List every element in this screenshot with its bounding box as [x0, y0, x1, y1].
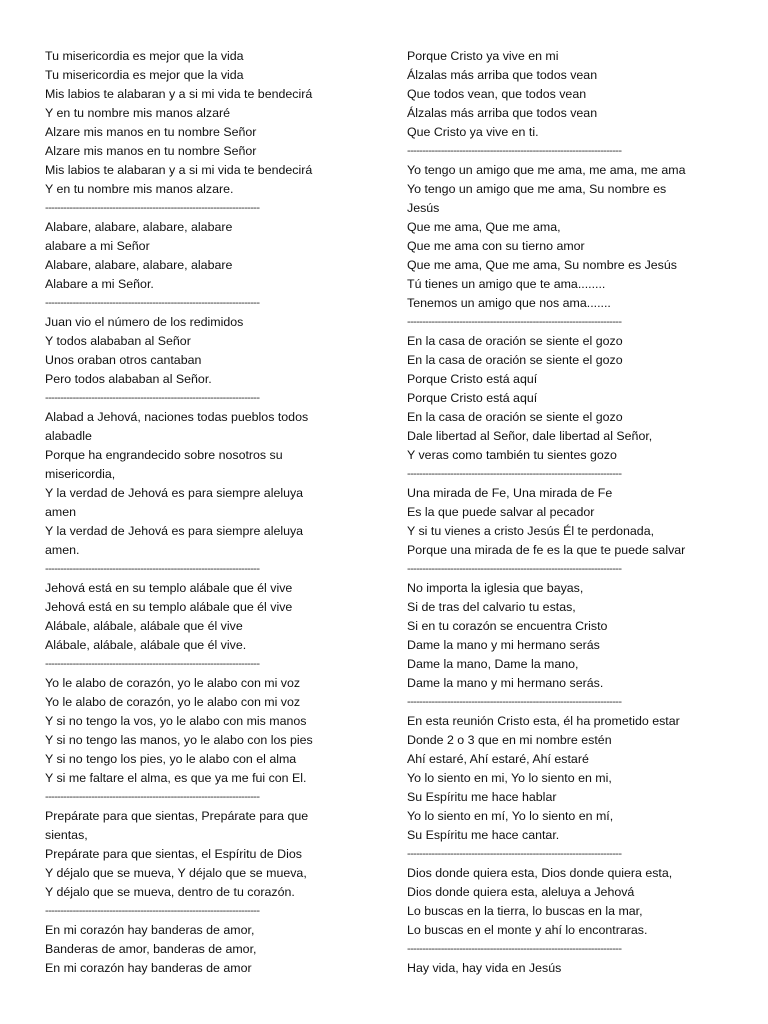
- lyric-line: Y si no tengo la vos, yo le alabo con mis manos: [45, 714, 307, 728]
- lyric-line: Una mirada de Fe, Una mirada de Fe: [407, 486, 613, 500]
- section-divider: ----------------------------------------------------------------------: [45, 658, 260, 670]
- lyric-line: Dame la mano, Dame la mano,: [407, 657, 579, 671]
- lyric-line: Yo le alabo de corazón, yo le alabo con mi voz: [45, 676, 301, 690]
- section-divider: ----------------------------------------------------------------------: [45, 392, 260, 404]
- section-divider: ----------------------------------------------------------------------: [407, 145, 622, 157]
- lyric-line: Jesús: [407, 201, 440, 215]
- lyric-line: alabadle: [45, 429, 92, 443]
- lyric-line: Dale libertad al Señor, dale libertad al Señor,: [407, 429, 653, 443]
- lyric-line: Que me ama, Que me ama,: [407, 220, 561, 234]
- lyric-line: Ahí estaré, Ahí estaré, Ahí estaré: [407, 752, 589, 766]
- lyric-line: Dios donde quiera esta, Dios donde quiera esta,: [407, 866, 673, 880]
- lyric-line: Que todos vean, que todos vean: [407, 87, 587, 101]
- section-divider: ----------------------------------------------------------------------: [407, 468, 622, 480]
- lyric-line: Y todos alababan al Señor: [45, 334, 191, 348]
- lyric-line: Alabare, alabare, alabare, alabare: [45, 220, 233, 234]
- lyric-line: Su Espíritu me hace hablar: [407, 790, 557, 804]
- left-column: [45, 47, 360, 978]
- lyric-line: Su Espíritu me hace cantar.: [407, 828, 560, 842]
- lyric-line: Alabare, alabare, alabare, alabare: [45, 258, 233, 272]
- lyric-line: amen: [45, 505, 76, 519]
- lyric-line: En mi corazón hay banderas de amor,: [45, 923, 255, 937]
- lyric-line: Y veras como también tu sientes gozo: [407, 448, 617, 462]
- lyric-line: En mi corazón hay banderas de amor: [45, 961, 252, 975]
- lyric-line: Que Cristo ya vive en ti.: [407, 125, 539, 139]
- section-divider: ----------------------------------------------------------------------: [407, 943, 622, 955]
- lyric-line: Pero todos alababan al Señor.: [45, 372, 212, 386]
- lyric-line: En esta reunión Cristo esta, él ha prometido estar: [407, 714, 680, 728]
- lyric-line: Mis labios te alabaran y a si mi vida te bendecirá: [45, 163, 313, 177]
- lyric-line: Que me ama, Que me ama, Su nombre es Jesús: [407, 258, 677, 272]
- section-divider: ----------------------------------------------------------------------: [45, 905, 260, 917]
- lyric-line: Banderas de amor, banderas de amor,: [45, 942, 257, 956]
- right-column: [407, 47, 719, 978]
- lyric-line: Dame la mano y mi hermano serás.: [407, 676, 604, 690]
- lyric-line: Y si tu vienes a cristo Jesús Él te perdonada,: [407, 524, 655, 538]
- lyric-line: Alzare mis manos en tu nombre Señor: [45, 144, 257, 158]
- lyric-line: Porque una mirada de fe es la que te puede salvar: [407, 543, 686, 557]
- lyric-line: Donde 2 o 3 que en mi nombre estén: [407, 733, 612, 747]
- lyric-line: Jehová está en su templo alábale que él vive: [45, 581, 293, 595]
- section-divider: ----------------------------------------------------------------------: [407, 696, 622, 708]
- lyric-line: Y en tu nombre mis manos alzaré: [45, 106, 231, 120]
- section-divider: ----------------------------------------------------------------------: [45, 297, 260, 309]
- lyric-line: Alábale, alábale, alábale que él vive.: [45, 638, 247, 652]
- lyric-line: Prepárate para que sientas, el Espíritu de Dios: [45, 847, 302, 861]
- lyric-line: Lo buscas en el monte y ahí lo encontraras.: [407, 923, 648, 937]
- lyric-line: Unos oraban otros cantaban: [45, 353, 202, 367]
- lyric-line: Y déjalo que se mueva, Y déjalo que se mueva,: [45, 866, 307, 880]
- lyric-line: Dame la mano y mi hermano serás: [407, 638, 600, 652]
- lyric-line: Porque ha engrandecido sobre nosotros su: [45, 448, 283, 462]
- lyric-line: Dios donde quiera esta, aleluya a Jehová: [407, 885, 635, 899]
- lyric-line: Tú tienes un amigo que te ama........: [407, 277, 606, 291]
- lyric-line: En la casa de oración se siente el gozo: [407, 334, 623, 348]
- lyric-line: Que me ama con su tierno amor: [407, 239, 585, 253]
- lyric-line: Tenemos un amigo que nos ama.......: [407, 296, 611, 310]
- lyric-line: amen.: [45, 543, 80, 557]
- lyric-line: Yo lo siento en mi, Yo lo siento en mi,: [407, 771, 612, 785]
- lyric-line: Jehová está en su templo alábale que él vive: [45, 600, 293, 614]
- lyric-line: Álzalas más arriba que todos vean: [407, 68, 598, 82]
- lyric-line: Porque Cristo está aquí: [407, 372, 538, 386]
- lyric-line: sientas,: [45, 828, 88, 842]
- lyric-line: Álzalas más arriba que todos vean: [407, 106, 598, 120]
- section-divider: ----------------------------------------------------------------------: [45, 202, 260, 214]
- lyric-line: Yo lo siento en mí, Yo lo siento en mí,: [407, 809, 614, 823]
- lyric-line: Y si no tengo las manos, yo le alabo con los pies: [45, 733, 313, 747]
- section-divider: ----------------------------------------------------------------------: [45, 791, 260, 803]
- lyric-line: Alabare a mi Señor.: [45, 277, 154, 291]
- lyric-line: Yo tengo un amigo que me ama, Su nombre es: [407, 182, 667, 196]
- lyric-line: Alábale, alábale, alábale que él vive: [45, 619, 243, 633]
- section-divider: ----------------------------------------------------------------------: [407, 848, 622, 860]
- section-divider: ----------------------------------------------------------------------: [407, 316, 622, 328]
- section-divider: ----------------------------------------------------------------------: [45, 563, 260, 575]
- lyric-line: Y la verdad de Jehová es para siempre aleluya: [45, 486, 304, 500]
- section-divider: ----------------------------------------------------------------------: [407, 563, 622, 575]
- lyric-line: Hay vida, hay vida en Jesús: [407, 961, 562, 975]
- lyric-line: Mis labios te alabaran y a si mi vida te bendecirá: [45, 87, 313, 101]
- lyric-line: Alzare mis manos en tu nombre Señor: [45, 125, 257, 139]
- lyric-line: No importa la iglesia que bayas,: [407, 581, 584, 595]
- lyric-line: Yo le alabo de corazón, yo le alabo con mi voz: [45, 695, 301, 709]
- lyric-line: Es la que puede salvar al pecador: [407, 505, 595, 519]
- lyric-line: Si de tras del calvario tu estas,: [407, 600, 576, 614]
- lyric-line: Lo buscas en la tierra, lo buscas en la mar,: [407, 904, 643, 918]
- lyric-line: Porque Cristo está aquí: [407, 391, 538, 405]
- lyric-line: Y déjalo que se mueva, dentro de tu corazón.: [45, 885, 295, 899]
- lyric-line: Alabad a Jehová, naciones todas pueblos todos: [45, 410, 309, 424]
- lyric-line: En la casa de oración se siente el gozo: [407, 353, 623, 367]
- lyric-line: alabare a mi Señor: [45, 239, 150, 253]
- lyric-line: Y la verdad de Jehová es para siempre aleluya: [45, 524, 304, 538]
- lyric-line: Si en tu corazón se encuentra Cristo: [407, 619, 608, 633]
- lyric-line: Tu misericordia es mejor que la vida: [45, 68, 244, 82]
- lyric-line: misericordia,: [45, 467, 116, 481]
- lyric-line: Y si no tengo los pies, yo le alabo con el alma: [45, 752, 297, 766]
- lyric-line: En la casa de oración se siente el gozo: [407, 410, 623, 424]
- lyric-line: Tu misericordia es mejor que la vida: [45, 49, 244, 63]
- lyric-line: Y en tu nombre mis manos alzare.: [45, 182, 234, 196]
- lyric-line: Yo tengo un amigo que me ama, me ama, me ama: [407, 163, 686, 177]
- lyric-line: Juan vio el número de los redimidos: [45, 315, 244, 329]
- lyric-line: Porque Cristo ya vive en mi: [407, 49, 559, 63]
- lyric-line: Y si me faltare el alma, es que ya me fui con El.: [45, 771, 307, 785]
- lyric-line: Prepárate para que sientas, Prepárate para que: [45, 809, 309, 823]
